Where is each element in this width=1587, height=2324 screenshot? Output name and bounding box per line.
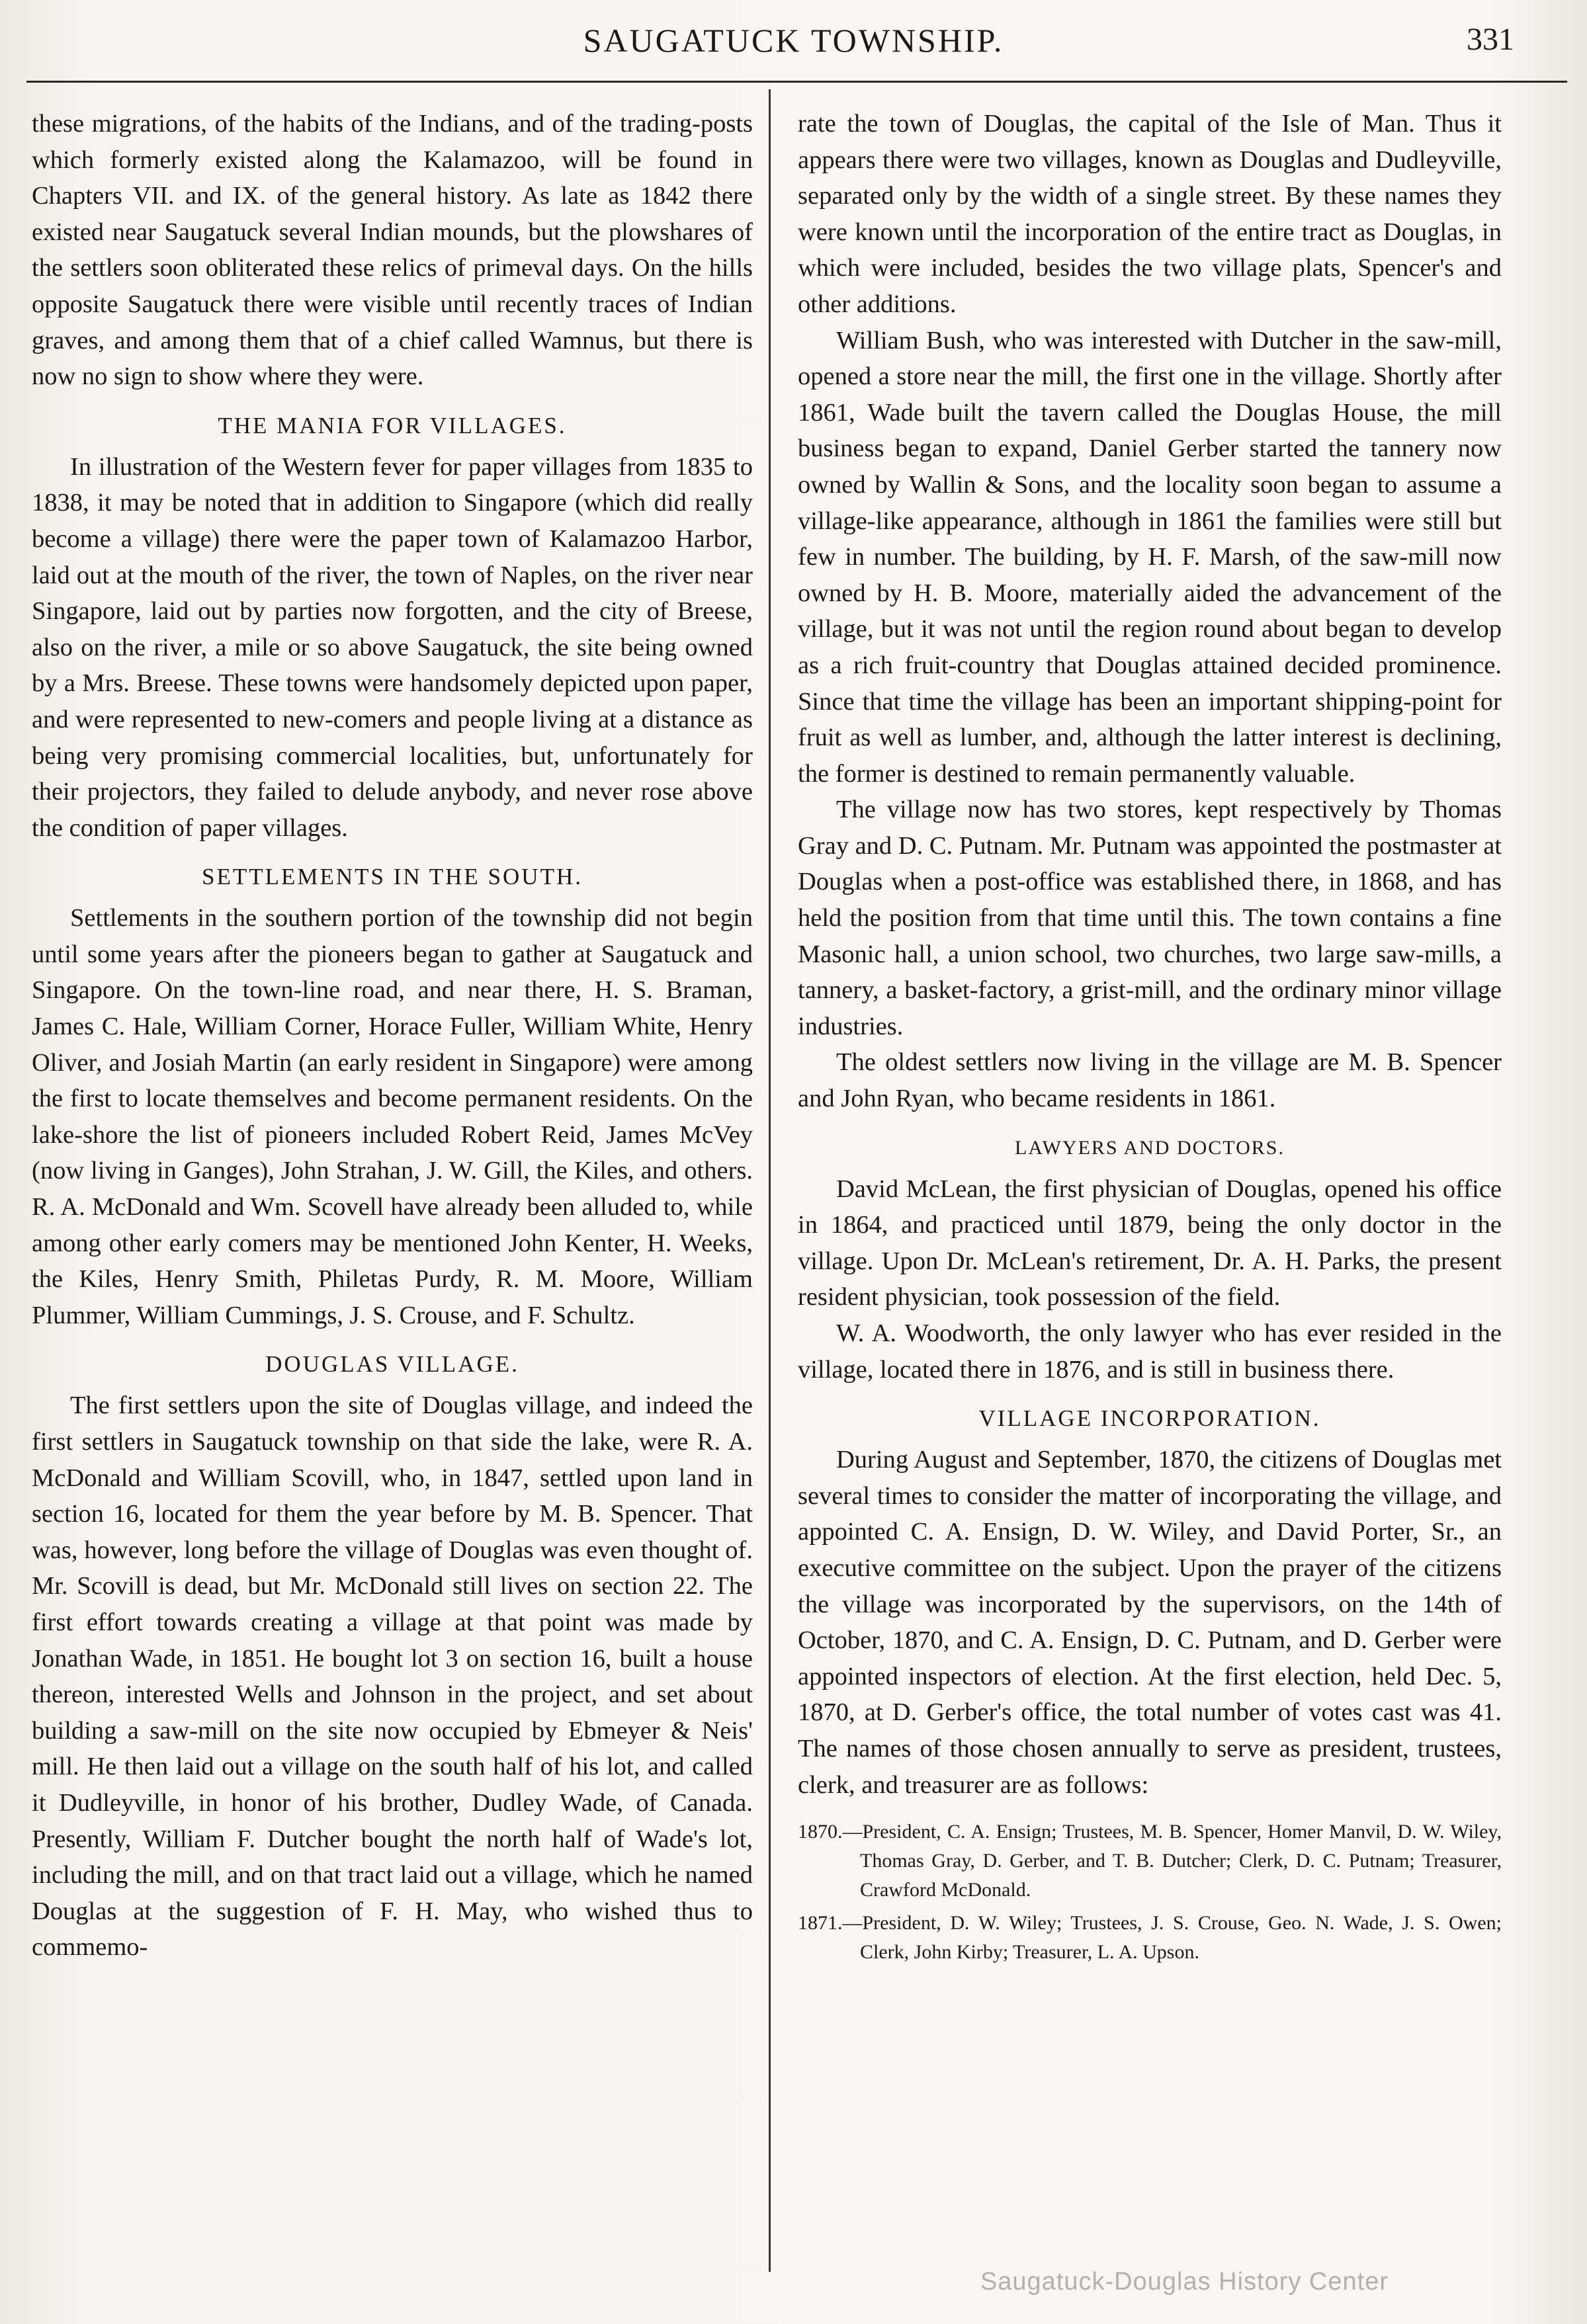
heading-mania-for-villages: THE MANIA FOR VILLAGES.	[218, 412, 567, 438]
column-rule	[769, 89, 771, 2272]
heading-lawyers-doctors: LAWYERS AND DOCTORS.	[1015, 1136, 1285, 1159]
page-number: 331	[1467, 22, 1514, 57]
right-column	[798, 106, 1502, 1971]
officers-roster	[798, 1817, 1502, 1967]
heading-douglas-village: DOUGLAS VILLAGE.	[265, 1351, 519, 1378]
paragraph-paper-villages: In illustration of the Western fever for paper villages from 1835 to 1838, it may be noted that in addition to Singapore (which did really become a village) there were the paper town of Kalamazoo Harbor, laid out at the mouth of the river, the town of Naples, on the river near Singapore, laid out by parties now forgotten, and the city of Breese, also on the river, a mile or so above Saugatuck, the site being owned by a Mrs. Breese. These towns were handsomely depicted upon paper, and were represented to new-comers and people living at a distance as being very promising commercial localities, but, unfortunately for their projectors, they failed to delude anybody, and never rose above the condition of paper villages.	[32, 452, 753, 842]
paragraph-indian-migrations: these migrations, of the habits of the Indians, and of the trading-posts which formerly existed along the Kalamazoo, will be found in Chapters VII. and IX. of the general history. As late as 1842 there existed near Saugatuck several Indian mounds, but the plowshares of the settlers soon obliterated these relics of primeval days. On the hills opposite Saugatuck there were visible until recently traces of Indian graves, and among them that of a chief called Wamnus, but there is now no sign to show where they were.	[32, 110, 753, 391]
paragraph-douglas-name-origin: rate the town of Douglas, the capital of the Isle of Man. Thus it appears there were two villages, known as Douglas and Dudleyville, separated only by the width of a single street. By these names they were known until the incorporation of the entire tract as Douglas, in which were included, besides the two village plats, Spencer's and other additions.	[798, 110, 1502, 318]
running-head: SAUGATUCK TOWNSHIP.	[583, 22, 1004, 59]
paragraph-douglas-first-settlers: The first settlers upon the site of Douglas village, and indeed the first settlers in Saugatuck township on that side the lake, were R. A. McDonald and William Scovill, who, in 1847, settled upon land in section 16, located for them the year before by M. B. Spencer. That was, however, long before the village of Douglas was even thought of. Mr. Scovill is dead, but Mr. McDonald still lives on section 22. The first effort towards creating a village at that point was made by Jonathan Wade, in 1851. He bought lot 3 on section 16, built a house thereon, interested Wells and Johnson in the project, and set about building a saw-mill on the site now occupied by Ebmeyer & Neis' mill. He then laid out a village on the south half of his lot, and called it Dudleyville, in honor of his brother, Dudley Wade, of Canada. Presently, William F. Dutcher bought the north half of Wade's lot, including the mill, and on that tract laid out a village, which he named Douglas at the suggestion of F. H. May, who wished thus to commemo-	[32, 1391, 753, 1962]
heading-settlements-south: SETTLEMENTS IN THE SOUTH.	[202, 864, 583, 890]
watermark: Saugatuck-Douglas History Center	[980, 2268, 1389, 2296]
roster-entry-1870: 1870.—President, C. A. Ensign; Trustees, M. B. Spencer, Homer Manvil, D. W. Wiley, Thomas Gray, D. Gerber, and T. B. Dutcher; Clerk, D. C. Putnam; Treasurer, Crawford McDonald.	[798, 1821, 1502, 1901]
roster-entry-1871: 1871.—President, D. W. Wiley; Trustees, J. S. Crouse, Geo. N. Wade, J. S. Owen; Clerk, John Kirby; Treasurer, L. A. Upson.	[798, 1912, 1502, 1964]
paragraph-oldest-settlers: The oldest settlers now living in the village are M. B. Spencer and John Ryan, who became residents in 1861.	[798, 1048, 1502, 1113]
page-header	[0, 15, 1587, 67]
paragraph-southern-settlements: Settlements in the southern portion of the township did not begin until some years after the pioneers began to gather at Saugatuck and Singapore. On the town-line road, and near there, H. S. Braman, James C. Hale, William Corner, Horace Fuller, William White, Henry Oliver, and Josiah Martin (an early resident in Singapore) were among the first to locate themselves and become permanent residents. On the lake-shore the list of pioneers included Robert Reid, James McVey (now living in Ganges), John Strahan, J. W. Gill, the Kiles, and others. R. A. McDonald and Wm. Scovell have already been alluded to, while among other early comers may be mentioned John Kenter, H. Weeks, the Kiles, Henry Smith, Philetas Purdy, R. M. Moore, William Plummer, William Cummings, J. S. Crouse, and F. Schultz.	[32, 904, 753, 1329]
left-column	[32, 106, 753, 1966]
heading-village-incorporation: VILLAGE INCORPORATION.	[978, 1405, 1321, 1432]
paragraph-incorporation: During August and September, 1870, the citizens of Douglas met several times to consider the matter of incorporating the village, and appointed C. A. Ensign, D. W. Wiley, and David Porter, Sr., an executive committee on the subject. Upon the prayer of the citizens the village was incorporated by the supervisors, on the 14th of October, 1870, and C. A. Ensign, D. C. Putnam, and D. Gerber were appointed inspectors of election. At the first election, held Dec. 5, 1870, at D. Gerber's office, the total number of votes cast was 41. The names of those chosen annually to serve as president, trustees, clerk, and treasurer are as follows:	[798, 1446, 1502, 1799]
header-rule	[26, 81, 1567, 83]
paragraph-stores-postmaster: The village now has two stores, kept respectively by Thomas Gray and D. C. Putnam. Mr. Putnam was appointed the postmaster at Douglas when a post-office was established there, in 1868, and has held the position from that time until this. The town contains a fine Masonic hall, a union school, two churches, two large saw-mills, a tannery, a basket-factory, a grist-mill, and the ordinary minor village industries.	[798, 796, 1502, 1040]
paragraph-lawyer: W. A. Woodworth, the only lawyer who has ever resided in the village, located there in 1876, and is still in business there.	[798, 1319, 1502, 1384]
paragraph-william-bush: William Bush, who was interested with Dutcher in the saw-mill, opened a store near the mill, the first one in the village. Shortly after 1861, Wade built the tavern called the Douglas House, the mill business began to expand, Daniel Gerber started the tannery now owned by Wallin & Sons, and the locality soon began to assume a village-like appearance, although in 1861 the families were still but few in number. The building, by H. F. Marsh, of the saw-mill now owned by H. B. Moore, materially aided the advancement of the village, but it was not until the region round about began to develop as a rich fruit-country that Douglas attained decided prominence. Since that time the village has been an important shipping-point for fruit as well as lumber, and, although the latter interest is declining, the former is destined to remain permanently valuable.	[798, 326, 1502, 788]
paragraph-physician: David McLean, the first physician of Douglas, opened his office in 1864, and practiced until 1879, being the only doctor in the village. Upon Dr. McLean's retirement, Dr. A. H. Parks, the present resident physician, took possession of the field.	[798, 1175, 1502, 1311]
